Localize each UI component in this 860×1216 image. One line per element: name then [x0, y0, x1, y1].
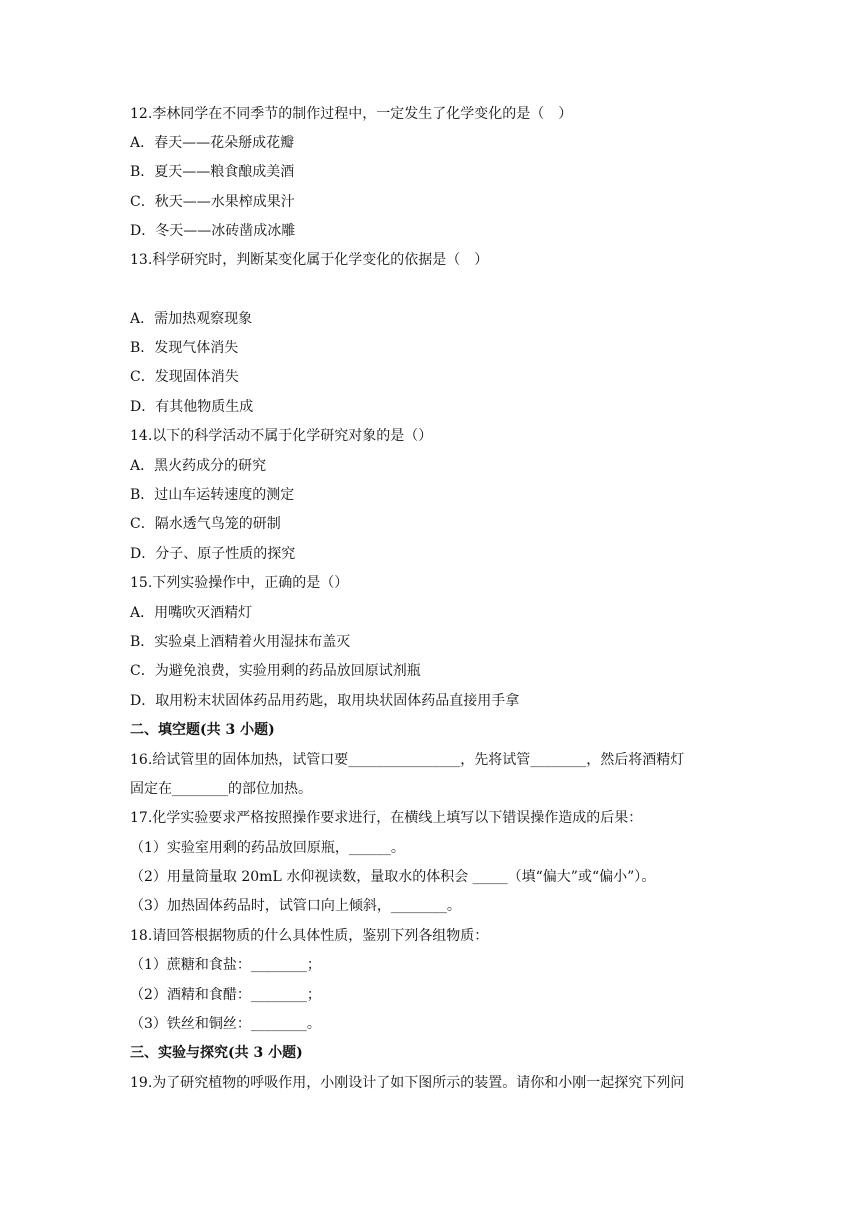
question-18: 18.请回答根据物质的什么具体性质，鉴别下列各组物质：: [130, 928, 489, 944]
q18-part-2: （2）酒精和食醋：________；: [130, 987, 321, 1003]
q15-option-a: A．用嘴吹灭酒精灯: [130, 605, 253, 621]
q18-part-1: （1）蔗糖和食盐：________；: [130, 957, 321, 973]
q13-option-a: A．需加热观察现象: [130, 311, 253, 327]
q15-option-b: B．实验桌上酒精着火用湿抹布盖灭: [130, 634, 351, 650]
q12-option-c: C．秋天——水果榨成果汁: [130, 194, 295, 210]
question-16-line-2: 固定在________的部位加热。: [130, 781, 312, 797]
q17-part-2: （2）用量筒量取 20mL 水仰视读数，量取水的体积会 _____（填“偏大”或“偏小”）。: [130, 869, 656, 885]
question-12: 12.李林同学在不同季节的制作过程中，一定发生了化学变化的是（ ）: [130, 106, 573, 122]
q13-option-d: D．有其他物质生成: [130, 399, 254, 415]
question-15: 15.下列实验操作中，正确的是（）: [130, 575, 349, 591]
q14-option-c: C．隔水透气鸟笼的研制: [130, 516, 281, 532]
q17-part-1: （1）实验室用剩的药品放回原瓶，______。: [130, 840, 405, 856]
q14-option-b: B．过山车运转速度的测定: [130, 487, 295, 503]
q12-option-d: D．冬天——冰砖凿成冰雕: [130, 223, 296, 239]
q12-option-b: B．夏天——粮食酿成美酒: [130, 164, 295, 180]
q15-option-d: D．取用粉末状固体药品用药匙，取用块状固体药品直接用手拿: [130, 693, 520, 709]
section-heading-experiment: 三、实验与探究(共 3 小题): [130, 1045, 303, 1061]
question-16-line-1: 16.给试管里的固体加热，试管口要________________，先将试管________，然后将酒精灯: [130, 752, 685, 768]
q13-option-c: C．发现固体消失: [130, 369, 239, 385]
question-17: 17.化学实验要求严格按照操作要求进行，在横线上填写以下错误操作造成的后果：: [130, 810, 643, 826]
q14-option-d: D．分子、原子性质的探究: [130, 546, 296, 562]
q15-option-c: C．为避免浪费，实验用剩的药品放回原试剂瓶: [130, 663, 421, 679]
q18-part-3: （3）铁丝和铜丝：________。: [130, 1016, 321, 1032]
q13-option-b: B．发现气体消失: [130, 340, 239, 356]
q14-option-a: A．黑火药成分的研究: [130, 458, 267, 474]
question-13: 13.科学研究时，判断某变化属于化学变化的依据是（ ）: [130, 252, 489, 268]
q12-option-a: A．春天——花朵掰成花瓣: [130, 135, 295, 151]
question-14: 14.以下的科学活动不属于化学研究对象的是（）: [130, 428, 433, 444]
section-heading-fill-in: 二、填空题(共 3 小题): [130, 722, 275, 738]
q17-part-3: （3）加热固体药品时，试管口向上倾斜，________。: [130, 898, 461, 914]
question-19: 19.为了研究植物的呼吸作用，小刚设计了如下图所示的装置。请你和小刚一起探究下列问: [130, 1075, 685, 1091]
